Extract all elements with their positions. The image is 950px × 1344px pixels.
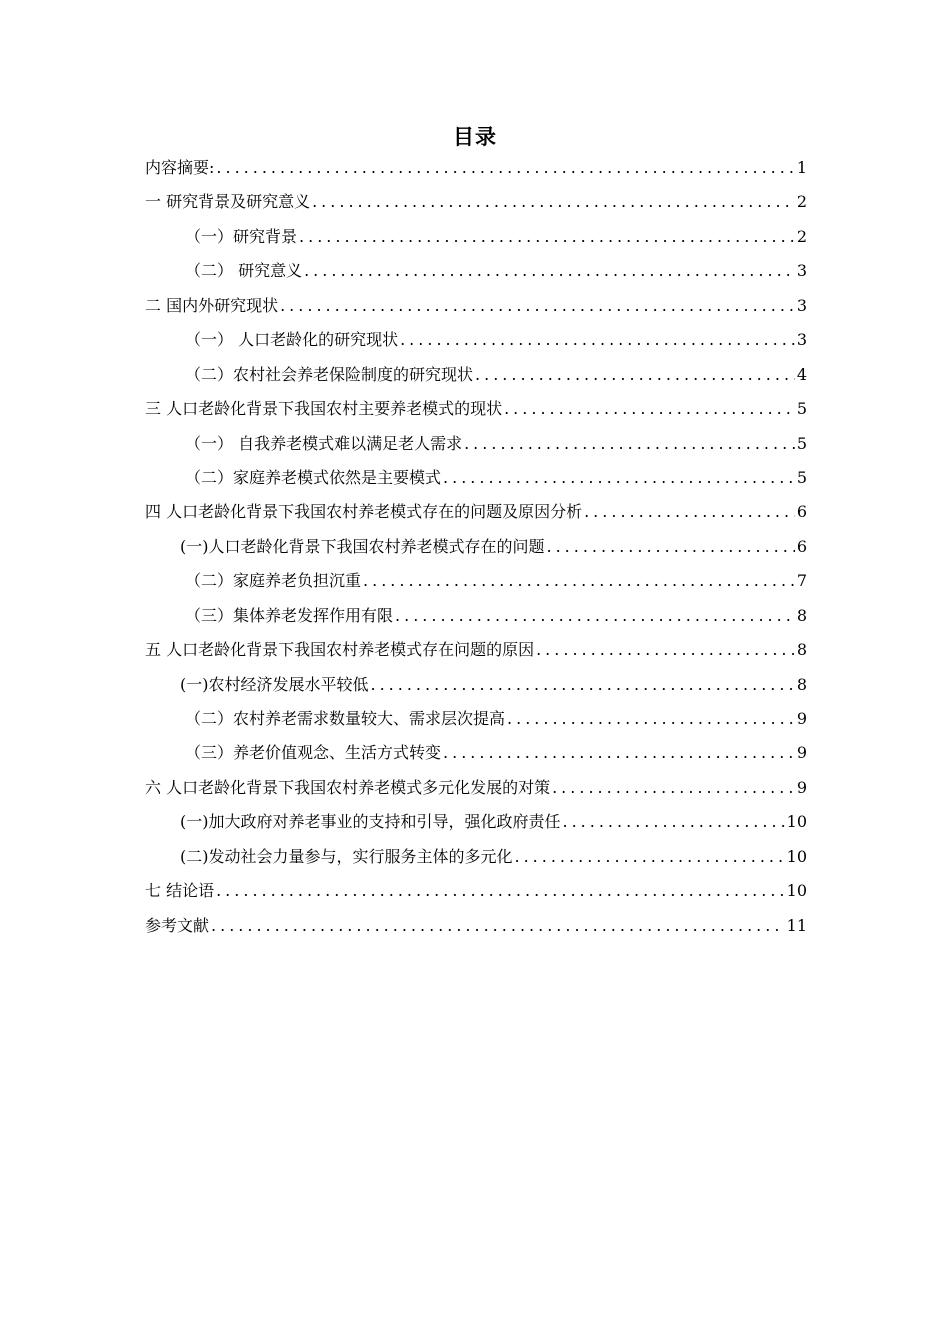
toc-page-number: 6 — [796, 502, 807, 522]
toc-entry-text: (一)人口老龄化背景下我国农村养老模式存在的问题 — [180, 536, 545, 556]
toc-dot-leader — [216, 151, 794, 185]
toc-page-number: 1 — [796, 158, 807, 177]
toc-entry[interactable] — [145, 461, 807, 495]
toc-page-number: 5 — [796, 433, 807, 453]
toc-entry-text: （三）集体养老发挥作用有限 — [185, 605, 394, 625]
toc-dot-leader — [464, 427, 795, 461]
toc-page-number: 3 — [796, 295, 807, 315]
toc-dot-leader — [536, 633, 795, 667]
toc-page-number: 4 — [796, 364, 807, 384]
toc-entry-text: (一)加大政府对养老事业的支持和引导，强化政府责任 — [180, 812, 561, 832]
toc-entry[interactable] — [145, 185, 807, 219]
toc-entry[interactable] — [145, 564, 807, 598]
toc-entry-text: 五 人口老龄化背景下我国农村养老模式存在问题的原因 — [145, 640, 535, 660]
toc-entry[interactable] — [145, 289, 807, 323]
toc-entry[interactable] — [145, 495, 807, 529]
toc-entry-text: （二） 研究意义 — [185, 261, 303, 281]
toc-page-number: 9 — [796, 709, 807, 728]
toc-page-number: 3 — [796, 330, 807, 350]
toc-page-number: 8 — [796, 605, 807, 625]
toc-page-number: 8 — [796, 640, 807, 660]
toc-entry[interactable] — [145, 151, 807, 185]
toc-entry-text: 三 人口老龄化背景下我国农村主要养老模式的现状 — [145, 399, 503, 419]
toc-entry[interactable] — [145, 392, 807, 426]
toc-entry[interactable] — [145, 840, 807, 874]
toc-entry[interactable] — [145, 323, 807, 357]
toc-page-number: 2 — [796, 192, 807, 212]
toc-entry[interactable] — [145, 702, 807, 736]
toc-dot-leader — [371, 668, 795, 702]
toc-entry-text: （二）家庭养老模式依然是主要模式 — [185, 467, 442, 487]
toc-entry[interactable] — [145, 668, 807, 702]
toc-dot-leader — [400, 323, 795, 357]
toc-page-number: 7 — [796, 571, 807, 591]
toc-entry-text: (一)农村经济发展水平较低 — [180, 674, 369, 694]
toc-dot-leader — [443, 736, 795, 770]
toc-dot-leader — [584, 495, 795, 529]
toc-dot-leader — [216, 874, 785, 908]
toc-dot-leader — [280, 289, 795, 323]
toc-entry[interactable] — [145, 633, 807, 667]
toc-dot-leader — [507, 702, 795, 736]
toc-title: 目录 — [453, 125, 497, 149]
toc-page-number: 2 — [796, 226, 807, 246]
toc-page-number: 9 — [796, 743, 807, 763]
toc-dot-leader — [395, 599, 795, 633]
toc-entry-text: 内容摘要: — [145, 158, 215, 177]
toc-entry[interactable] — [145, 771, 807, 805]
toc-entry[interactable] — [145, 427, 807, 461]
toc-page-number: 5 — [796, 399, 807, 419]
toc-dot-leader — [563, 805, 785, 839]
toc-entry-text: （二）农村社会养老保险制度的研究现状 — [185, 364, 474, 384]
toc-entry[interactable] — [145, 805, 807, 839]
toc-page-number: 9 — [796, 777, 807, 797]
toc-entry-text: 二 国内外研究现状 — [145, 295, 279, 315]
toc-entry-text: 一 研究背景及研究意义 — [145, 192, 311, 212]
toc-dot-leader — [552, 771, 795, 805]
toc-entry-text: （二）农村养老需求数量较大、需求层次提高 — [185, 709, 506, 728]
toc-dot-leader — [312, 185, 795, 219]
toc-dot-leader — [443, 461, 795, 495]
toc-entry[interactable] — [145, 909, 807, 943]
toc-entry[interactable] — [145, 599, 807, 633]
toc-page-number: 11 — [786, 915, 807, 935]
toc-entry-text: 七 结论语 — [145, 881, 215, 901]
toc-entry-text: 六 人口老龄化背景下我国农村养老模式多元化发展的对策 — [145, 777, 551, 797]
toc-dot-leader — [515, 840, 785, 874]
toc-entry-text: （二）家庭养老负担沉重 — [185, 571, 362, 591]
toc-dot-leader — [299, 220, 795, 254]
toc-entry[interactable] — [145, 874, 807, 908]
toc-dot-leader — [363, 564, 795, 598]
toc-dot-leader — [547, 530, 795, 564]
toc-entry-text: (二)发动社会力量参与，实行服务主体的多元化 — [180, 846, 513, 866]
toc-entry-text: （三）养老价值观念、生活方式转变 — [185, 743, 442, 763]
toc-page-number: 5 — [796, 467, 807, 487]
toc-entry[interactable] — [145, 220, 807, 254]
toc-dot-leader — [211, 909, 785, 943]
toc-entry-text: （一）研究背景 — [185, 226, 298, 246]
toc-entry-text: 四 人口老龄化背景下我国农村养老模式存在的问题及原因分析 — [145, 502, 583, 522]
toc-dot-leader — [504, 392, 795, 426]
toc-entry[interactable] — [145, 736, 807, 770]
table-of-contents — [145, 151, 807, 943]
toc-dot-leader — [475, 358, 795, 392]
toc-page-number: 6 — [796, 536, 807, 556]
toc-page-number: 10 — [786, 812, 807, 832]
toc-dot-leader — [304, 254, 795, 288]
toc-page-number: 3 — [796, 261, 807, 281]
toc-entry-text: （一） 人口老龄化的研究现状 — [185, 330, 399, 350]
toc-entry[interactable] — [145, 358, 807, 392]
toc-page-number: 8 — [796, 674, 807, 694]
toc-page-number: 10 — [786, 846, 807, 866]
toc-entry[interactable] — [145, 530, 807, 564]
toc-entry-text: （一） 自我养老模式难以满足老人需求 — [185, 433, 463, 453]
toc-entry-text: 参考文献 — [145, 915, 210, 935]
toc-entry[interactable] — [145, 254, 807, 288]
toc-page-number: 10 — [786, 881, 807, 901]
